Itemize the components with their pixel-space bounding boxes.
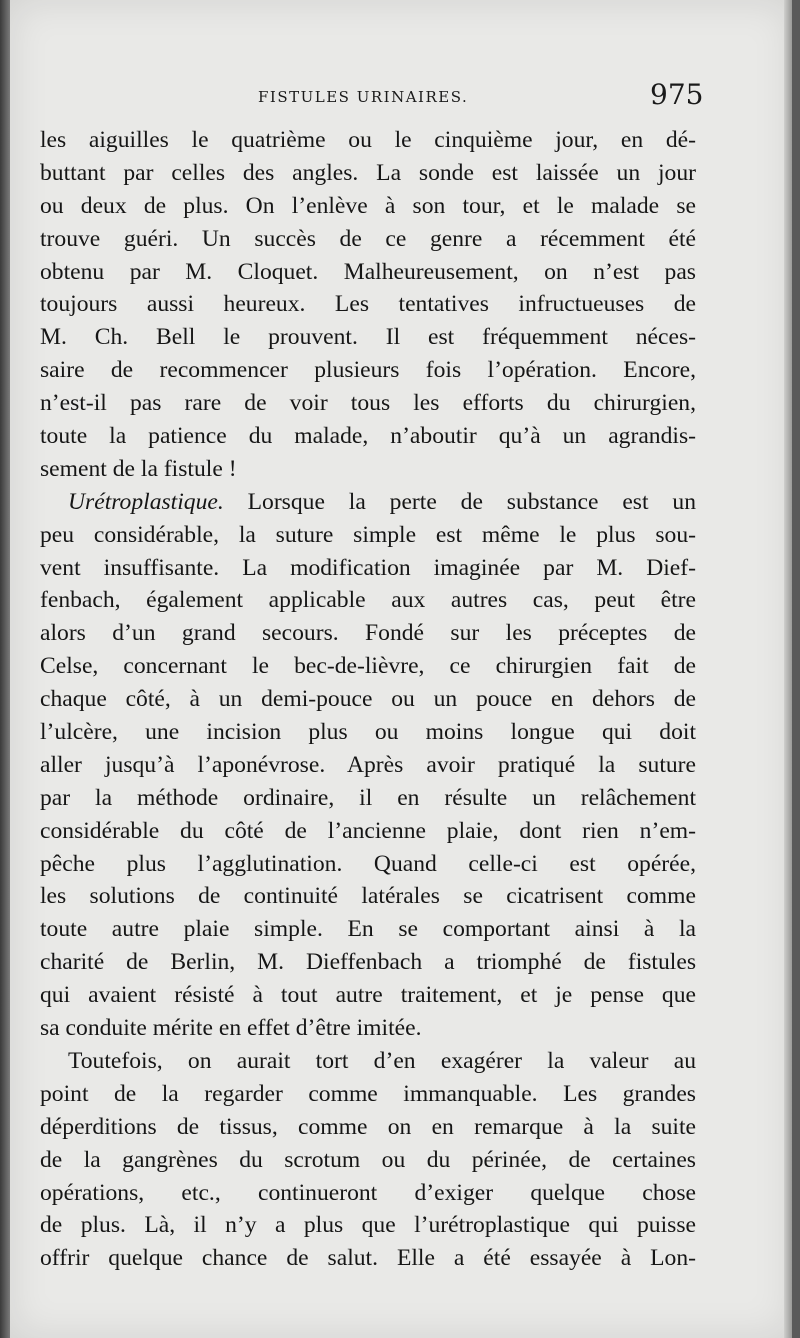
body-text <box>40 124 696 1275</box>
text-line: M. Ch. Bell le prouvent. Il est fréquemment néces- <box>40 324 696 351</box>
text-line: chaque côté, à un demi-pouce ou un pouce en dehors de <box>40 686 696 713</box>
text-line: point de la regarder comme immanquable. Les grandes <box>40 1080 696 1107</box>
text-line: obtenu par M. Cloquet. Malheureusement, on n’est pas <box>40 258 696 285</box>
text-line: par la méthode ordinaire, il en résulte un relâchement <box>40 784 696 811</box>
page-edge-left <box>0 0 10 1338</box>
paragraph-first-line <box>40 486 696 519</box>
text-line: buttant par celles des angles. La sonde est laissée un jour <box>40 159 696 186</box>
text-line: Toutefois, on aurait tort d’en exagérer la valeur au <box>68 1047 696 1074</box>
page-edge-right <box>784 0 792 1338</box>
text-line: alors d’un grand secours. Fondé sur les préceptes de <box>40 620 696 647</box>
text-line: déperditions de tissus, comme on en remarque à la suite <box>40 1113 696 1140</box>
page-header <box>10 78 792 114</box>
text-line: saire de recommencer plusieurs fois l’opération. Encore, <box>40 357 696 384</box>
text-run: Lorsque la perte de substance est un <box>223 488 696 515</box>
book-page <box>10 0 792 1338</box>
page-number: 975 <box>650 78 704 111</box>
text-line: considérable du côté de l’ancienne plaie, dont rien n’em- <box>40 817 696 844</box>
text-line: ou deux de plus. On l’enlève à son tour, et le malade se <box>40 192 696 219</box>
text-line: sa conduite mérite en effet d’être imitée. <box>40 1015 422 1042</box>
text-line: toute la patience du malade, n’aboutir qu’à un agrandis- <box>40 423 696 450</box>
text-line: peu considérable, la suture simple est même le plus sou- <box>40 521 696 548</box>
text-line: vent insuffisante. La modification imaginée par M. Dief- <box>40 554 696 581</box>
text-line: Celse, concernant le bec-de-lièvre, ce chirurgien fait de <box>40 653 696 680</box>
text-line: aller jusqu’à l’aponévrose. Après avoir pratiqué la suture <box>40 751 696 778</box>
text-line: les solutions de continuité latérales se cicatrisent comme <box>40 883 696 910</box>
text-line: pêche plus l’agglutination. Quand celle-ci est opérée, <box>40 850 696 877</box>
text-line: toute autre plaie simple. En se comportant ainsi à la <box>40 916 696 943</box>
text-line: qui avaient résisté à tout autre traitement, et je pense que <box>40 982 696 1009</box>
text-line: trouve guéri. Un succès de ce genre a récemment été <box>40 225 696 252</box>
text-line: de la gangrènes du scrotum ou du périnée, de certaines <box>40 1146 696 1173</box>
text-line: toujours aussi heureux. Les tentatives infructueuses de <box>40 291 696 318</box>
running-title: FISTULES URINAIRES. <box>258 88 469 106</box>
text-line: n’est-il pas rare de voir tous les efforts du chirurgien, <box>40 390 696 417</box>
text-line: l’ulcère, une incision plus ou moins longue qui doit <box>40 719 696 746</box>
text-line: sement de la fistule ! <box>40 455 237 482</box>
text-line: fenbach, également applicable aux autres cas, peut être <box>40 587 696 614</box>
section-lead-term: Urétroplastique. <box>68 488 224 515</box>
text-line: de plus. Là, il n’y a plus que l’urétroplastique qui puisse <box>40 1212 696 1239</box>
text-line: les aiguilles le quatrième ou le cinquième jour, en dé- <box>40 127 696 153</box>
text-line: opérations, etc., continueront d’exiger quelque chose <box>40 1179 696 1206</box>
text-line: offrir quelque chance de salut. Elle a été essayée à Lon- <box>40 1245 696 1272</box>
text-line: charité de Berlin, M. Dieffenbach a triomphé de fistules <box>40 949 696 976</box>
